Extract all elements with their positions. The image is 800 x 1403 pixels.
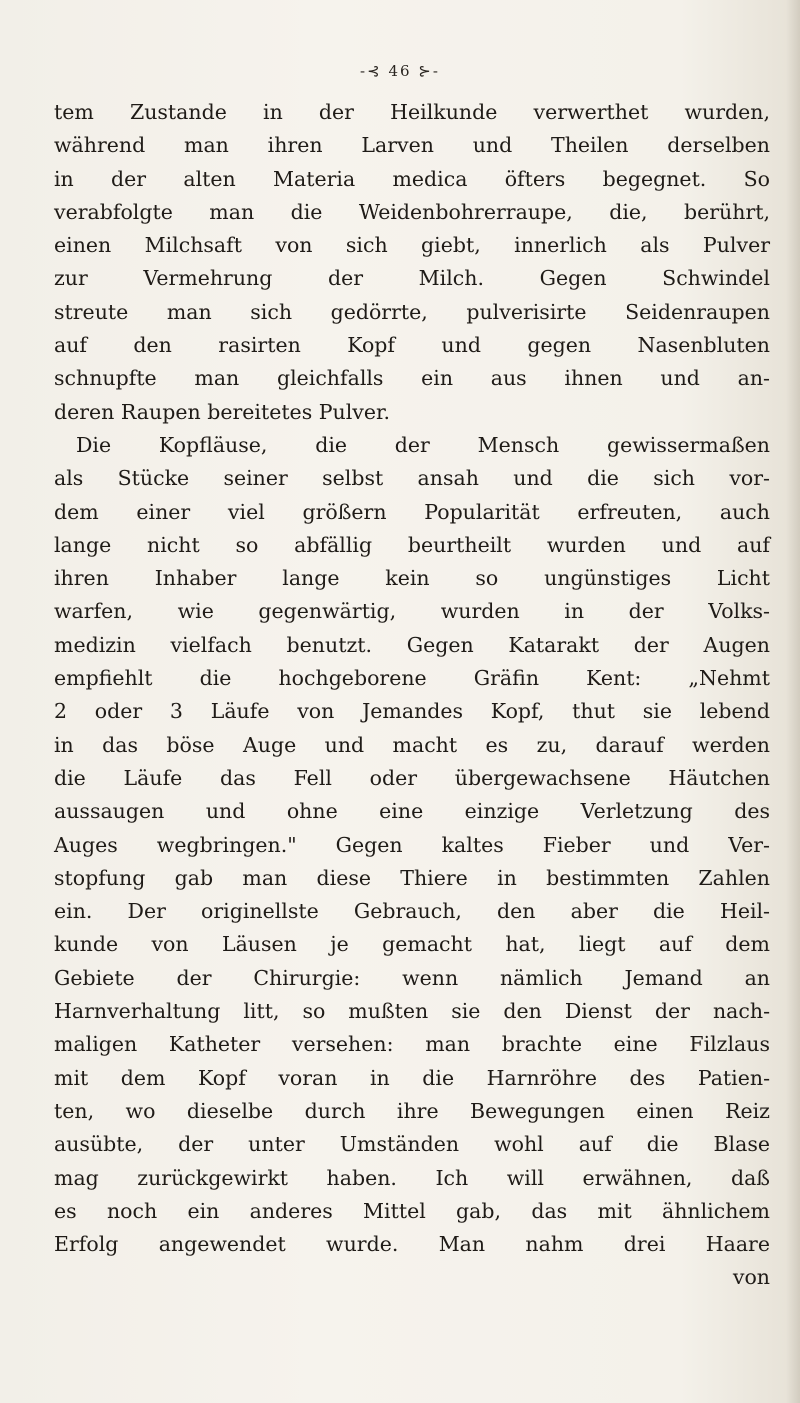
text-line: als Stücke seiner selbst ansah und die sich vor-: [54, 466, 770, 491]
text-line: auf den rasirten Kopf und gegen Nasenbluten: [54, 333, 770, 358]
text-line: Die Kopfläuse, die der Mensch gewissermaßen: [76, 432, 770, 457]
text-line: ausübte, der unter Umständen wohl auf die Blase: [54, 1132, 770, 1157]
catchword: von: [732, 1265, 770, 1290]
text-line: einen Milchsaft von sich giebt, innerlich als Pulver: [54, 233, 770, 258]
text-line: ein. Der originellste Gebrauch, den aber die Heil-: [54, 899, 770, 924]
text-line: aussaugen und ohne eine einzige Verletzung des: [54, 799, 770, 824]
text-line: mag zurückgewirkt haben. Ich will erwähnen, daß: [54, 1165, 770, 1190]
text-line: streute man sich gedörrte, pulverisirte Seidenraupen: [54, 299, 770, 324]
text-line: dem einer viel größern Popularität erfreuten, auch: [54, 499, 770, 524]
text-line: Auges wegbringen." Gegen kaltes Fieber und Ver-: [54, 832, 770, 857]
text-line: deren Raupen bereitetes Pulver.: [54, 399, 391, 424]
text-line: medizin vielfach benutzt. Gegen Katarakt der Augen: [54, 632, 770, 657]
text-line: zur Vermehrung der Milch. Gegen Schwindel: [54, 266, 770, 291]
page-number: -⊰ 46 ⊱-: [360, 62, 440, 80]
text-line: warfen, wie gegenwärtig, wurden in der Volks-: [54, 599, 770, 624]
text-line: in das böse Auge und macht es zu, darauf werden: [54, 732, 770, 757]
text-line: in der alten Materia medica öfters begegnet. So: [54, 166, 770, 191]
page-edge-shadow: [786, 0, 800, 1403]
body-text: [54, 96, 770, 1295]
text-line: mit dem Kopf voran in die Harnröhre des Patien-: [54, 1065, 770, 1090]
text-line: ten, wo dieselbe durch ihre Bewegungen einen Reiz: [54, 1098, 770, 1123]
text-line: Erfolg angewendet wurde. Man nahm drei Haare: [54, 1232, 770, 1257]
text-line: maligen Katheter versehen: man brachte eine Filzlaus: [54, 1032, 770, 1057]
text-line: empfiehlt die hochgeborene Gräfin Kent: „Nehmt: [54, 666, 770, 691]
text-line: verabfolgte man die Weidenbohrerraupe, die, berührt,: [54, 199, 770, 224]
text-line: schnupfte man gleichfalls ein aus ihnen und an-: [54, 366, 770, 391]
text-line: 2 oder 3 Läufe von Jemandes Kopf, thut sie lebend: [54, 699, 770, 724]
text-line: tem Zustande in der Heilkunde verwerthet wurden,: [54, 100, 770, 124]
text-line: kunde von Läusen je gemacht hat, liegt auf dem: [54, 932, 770, 957]
text-line: während man ihren Larven und Theilen derselben: [54, 133, 770, 158]
text-line: Harnverhaltung litt, so mußten sie den Dienst der nach-: [54, 999, 770, 1024]
text-line: die Läufe das Fell oder übergewachsene Häutchen: [54, 765, 770, 790]
text-line: Gebiete der Chirurgie: wenn nämlich Jemand an: [54, 965, 770, 990]
text-line: lange nicht so abfällig beurtheilt wurden und auf: [54, 532, 770, 557]
text-line: stopfung gab man diese Thiere in bestimmten Zahlen: [54, 865, 770, 890]
text-line: ihren Inhaber lange kein so ungünstiges Licht: [54, 566, 770, 591]
text-line: es noch ein anderes Mittel gab, das mit ähnlichem: [54, 1198, 770, 1223]
